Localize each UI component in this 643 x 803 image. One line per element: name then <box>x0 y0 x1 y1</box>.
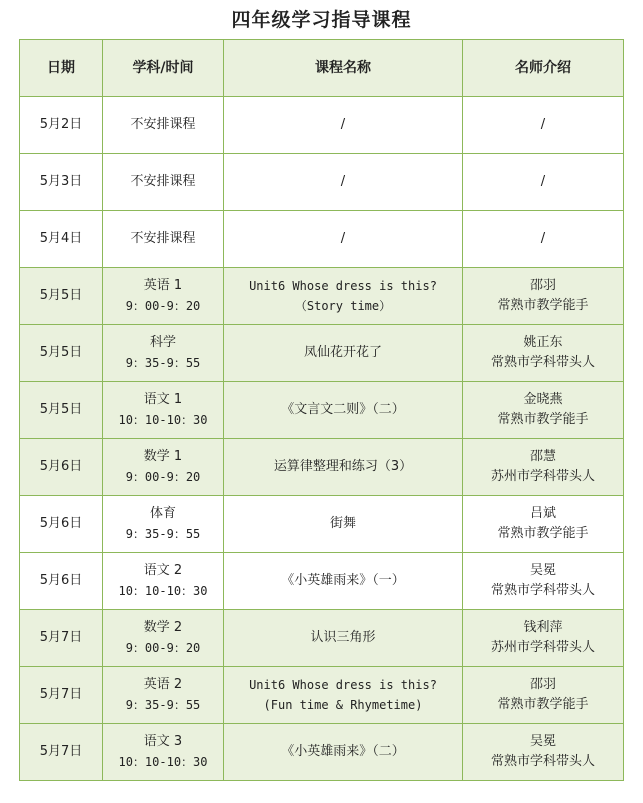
subject-time-cell <box>103 211 224 268</box>
time-text: 9：00-9：20 <box>125 641 201 655</box>
teacher-cell <box>463 154 624 211</box>
teacher-title-text: 常熟市教学能手 <box>497 412 589 427</box>
table-row <box>20 97 624 154</box>
subject-text: 英语 2 <box>143 677 183 692</box>
course-name-cell <box>224 268 463 325</box>
subject-text: 科学 <box>149 335 176 350</box>
date-text: 5月7日 <box>39 630 83 645</box>
subject-text: 语文 3 <box>143 734 183 749</box>
teacher-name-text: 邵慧 <box>529 449 556 464</box>
table-row <box>20 382 624 439</box>
date-cell <box>20 154 103 211</box>
table-body <box>20 97 624 781</box>
table-row <box>20 553 624 610</box>
teacher-name-text: 吕斌 <box>529 506 556 521</box>
date-cell <box>20 610 103 667</box>
date-cell <box>20 439 103 496</box>
table-row <box>20 667 624 724</box>
subject-time-cell <box>103 154 224 211</box>
teacher-name-text: 吴冕 <box>529 734 556 749</box>
subject-time-cell <box>103 97 224 154</box>
date-cell <box>20 211 103 268</box>
teacher-cell <box>463 325 624 382</box>
date-text: 5月5日 <box>39 402 83 417</box>
course-name-text: 《小英雄雨来》（二） <box>281 744 405 759</box>
teacher-name-text: 邵羽 <box>529 278 556 293</box>
date-cell <box>20 553 103 610</box>
teacher-title-text: 苏州市学科带头人 <box>490 640 595 655</box>
date-text: 5月5日 <box>39 288 83 303</box>
subject-time-cell <box>103 325 224 382</box>
date-cell <box>20 325 103 382</box>
subject-time-cell <box>103 553 224 610</box>
schedule-table <box>19 39 624 781</box>
subject-text: 体育 <box>149 506 176 521</box>
date-cell <box>20 268 103 325</box>
table-row <box>20 268 624 325</box>
course-name-cell <box>224 97 463 154</box>
subject-text: 数学 1 <box>143 449 183 464</box>
date-cell <box>20 667 103 724</box>
teacher-cell <box>463 382 624 439</box>
subject-text: 语文 2 <box>143 563 183 578</box>
teacher-name-text: 邵羽 <box>529 677 556 692</box>
subject-time-cell <box>103 667 224 724</box>
subject-time-cell <box>103 724 224 781</box>
subject-text: 语文 1 <box>143 392 183 407</box>
date-text: 5月7日 <box>39 744 83 759</box>
teacher-cell <box>463 553 624 610</box>
course-subtitle-text: （Story time） <box>294 299 392 313</box>
header-subject-time: 学科/时间 <box>103 40 224 97</box>
teacher-cell <box>463 97 624 154</box>
subject-text: 不安排课程 <box>130 231 196 246</box>
course-name-cell <box>224 325 463 382</box>
course-name-text: / <box>340 117 346 132</box>
course-name-text: / <box>340 231 346 246</box>
subject-time-cell <box>103 610 224 667</box>
subject-text: 不安排课程 <box>130 117 196 132</box>
page-title: 四年级学习指导课程 <box>231 9 412 31</box>
table-row <box>20 724 624 781</box>
teacher-title-text: 常熟市教学能手 <box>497 526 589 541</box>
subject-text: 英语 1 <box>143 278 183 293</box>
course-name-text: 凤仙花开花了 <box>303 345 382 360</box>
teacher-title-text: 常熟市学科带头人 <box>490 754 595 769</box>
subject-text: 数学 2 <box>143 620 183 635</box>
course-name-cell <box>224 667 463 724</box>
teacher-cell <box>463 667 624 724</box>
teacher-title-text: 常熟市教学能手 <box>497 697 589 712</box>
course-name-cell <box>224 553 463 610</box>
course-name-text: Unit6 Whose dress is this? <box>249 678 437 692</box>
teacher-cell <box>463 268 624 325</box>
table-row <box>20 439 624 496</box>
teacher-title-text: 常熟市教学能手 <box>497 298 589 313</box>
teacher-cell <box>463 439 624 496</box>
teacher-name-text: 吴冕 <box>529 563 556 578</box>
course-name-cell <box>224 496 463 553</box>
teacher-title-text: 常熟市学科带头人 <box>490 583 595 598</box>
time-text: 9：35-9：55 <box>125 356 201 370</box>
time-text: 9：35-9：55 <box>125 698 201 712</box>
course-name-cell <box>224 610 463 667</box>
date-text: 5月7日 <box>39 687 83 702</box>
course-name-cell <box>224 211 463 268</box>
header-course-name: 课程名称 <box>224 40 463 97</box>
date-text: 5月6日 <box>39 516 83 531</box>
date-text: 5月5日 <box>39 345 83 360</box>
teacher-name-text: 钱利萍 <box>523 620 563 635</box>
header-teacher-intro: 名师介绍 <box>463 40 624 97</box>
table-row <box>20 211 624 268</box>
subject-time-cell <box>103 382 224 439</box>
teacher-name-text: / <box>540 174 546 189</box>
date-text: 5月6日 <box>39 573 83 588</box>
teacher-cell <box>463 610 624 667</box>
course-name-cell <box>224 439 463 496</box>
course-name-text: / <box>340 174 346 189</box>
teacher-name-text: 金晓燕 <box>523 392 563 407</box>
time-text: 10：10-10：30 <box>118 413 208 427</box>
subject-time-cell <box>103 268 224 325</box>
time-text: 9：00-9：20 <box>125 470 201 484</box>
course-name-cell <box>224 724 463 781</box>
course-name-text: 街舞 <box>329 516 356 531</box>
course-name-text: 《小英雄雨来》（一） <box>281 573 405 588</box>
date-text: 5月2日 <box>39 117 83 132</box>
teacher-title-text: 常熟市学科带头人 <box>490 355 595 370</box>
teacher-title-text: 苏州市学科带头人 <box>490 469 595 484</box>
table-row <box>20 154 624 211</box>
course-name-text: 《文言文二则》（二） <box>281 402 405 417</box>
teacher-name-text: / <box>540 231 546 246</box>
course-name-text: 认识三角形 <box>310 630 376 645</box>
subject-text: 不安排课程 <box>130 174 196 189</box>
header-date: 日期 <box>20 40 103 97</box>
teacher-name-text: 姚正东 <box>523 335 563 350</box>
table-row <box>20 325 624 382</box>
date-text: 5月3日 <box>39 174 83 189</box>
teacher-name-text: / <box>540 117 546 132</box>
date-text: 5月6日 <box>39 459 83 474</box>
time-text: 10：10-10：30 <box>118 755 208 769</box>
date-text: 5月4日 <box>39 231 83 246</box>
teacher-cell <box>463 211 624 268</box>
subject-time-cell <box>103 496 224 553</box>
course-name-text: 运算律整理和练习（3） <box>273 459 413 474</box>
teacher-cell <box>463 496 624 553</box>
table-row <box>20 610 624 667</box>
course-name-cell <box>224 382 463 439</box>
date-cell <box>20 724 103 781</box>
time-text: 10：10-10：30 <box>118 584 208 598</box>
table-header-row <box>20 40 624 97</box>
date-cell <box>20 97 103 154</box>
course-name-text: Unit6 Whose dress is this? <box>249 279 437 293</box>
course-subtitle-text: (Fun time & Rhymetime) <box>263 698 423 712</box>
course-name-cell <box>224 154 463 211</box>
time-text: 9：00-9：20 <box>125 299 201 313</box>
table-row <box>20 496 624 553</box>
time-text: 9：35-9：55 <box>125 527 201 541</box>
date-cell <box>20 496 103 553</box>
teacher-cell <box>463 724 624 781</box>
date-cell <box>20 382 103 439</box>
subject-time-cell <box>103 439 224 496</box>
